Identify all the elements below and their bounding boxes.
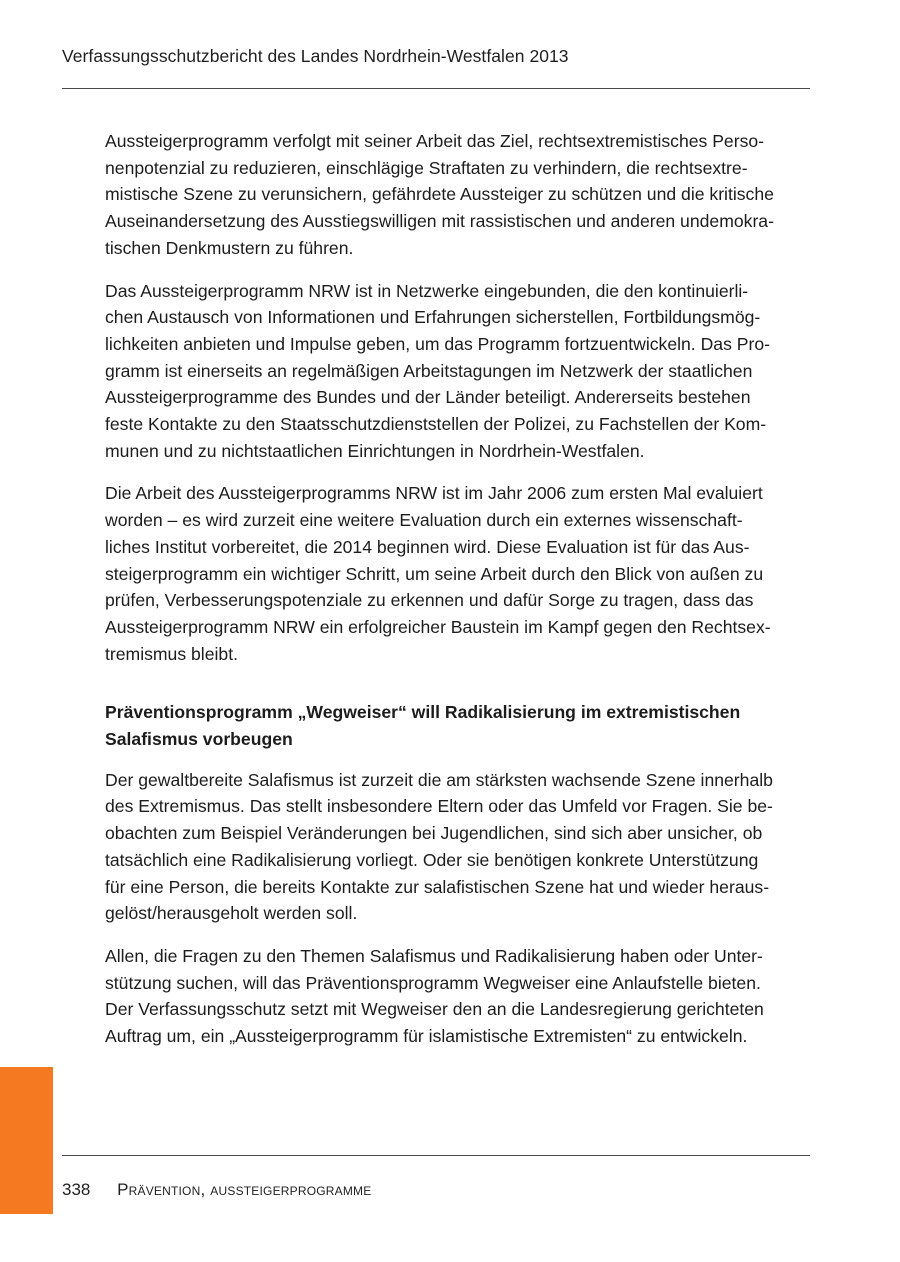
text-line: gramm ist einerseits an regelmäßigen Arbeitstagungen im Netzwerk der staatlichen [105, 360, 753, 381]
text-line: chen Austausch von Informationen und Erfahrungen sicherstellen, Fortbildungsmög- [105, 307, 761, 328]
text-line: obachten zum Beispiel Veränderungen bei Jugendlichen, sind sich aber unsicher, ob [105, 823, 763, 844]
text-line: Aussteigerprogramme des Bundes und der Länder beteiligt. Andererseits bestehen [105, 387, 751, 408]
text-line: tatsächlich eine Radikalisierung vorliegt. Oder sie benötigen konkrete Unterstützung [105, 849, 759, 870]
text-line: Aussteigerprogramm verfolgt mit seiner Arbeit das Ziel, rechtsextremistisches Perso- [105, 131, 765, 151]
text-line: prüfen, Verbesserungspotenziale zu erkennen und dafür Sorge zu tragen, dass das [105, 590, 754, 611]
text-line: des Extremismus. Das stellt insbesondere Eltern oder das Umfeld vor Fragen. Sie be- [105, 796, 773, 817]
text-line: feste Kontakte zu den Staatsschutzdienststellen der Polizei, zu Fachstellen der Kom- [105, 414, 767, 435]
text-line: worden – es wird zurzeit eine weitere Evaluation durch ein externes wissenschaft- [105, 510, 743, 531]
paragraph-5 [105, 943, 811, 1050]
heading-line: Salafismus vorbeugen [105, 729, 293, 750]
page-header-title: Verfassungsschutzbericht des Landes Nordrhein-Westfalen 2013 [62, 46, 569, 66]
paragraph-1 [105, 128, 811, 262]
page-footer [62, 1180, 371, 1200]
text-line: Der gewaltbereite Salafismus ist zurzeit die am stärksten wachsende Szene innerhalb [105, 769, 773, 790]
text-line: stützung suchen, will das Präventionsprogramm Wegweiser eine Anlaufstelle bieten. [105, 972, 761, 993]
body-text [105, 128, 811, 1050]
heading-line: Präventionsprogramm „Wegweiser“ will Radikalisierung im extremistischen [105, 702, 741, 723]
paragraph-4 [105, 767, 811, 927]
text-line: munen und zu nichtstaatlichen Einrichtungen in Nordrhein-Westfalen. [105, 440, 645, 461]
text-line: Auseinandersetzung des Ausstiegswilligen mit rassistischen und anderen undemokra- [105, 211, 774, 232]
text-line: liches Institut vorbereitet, die 2014 beginnen wird. Diese Evaluation ist für das Aus- [105, 536, 750, 557]
header-divider [62, 88, 810, 89]
text-line: Allen, die Fragen zu den Themen Salafismus und Radikalisierung haben oder Unter- [105, 945, 763, 966]
text-line: Auftrag um, ein „Aussteigerprogramm für islamistische Extremisten“ zu entwickeln. [105, 1026, 748, 1047]
text-line: nenpotenzial zu reduzieren, einschlägige Straftaten zu verhindern, die rechtsextre- [105, 157, 748, 178]
text-line: lichkeiten anbieten und Impulse geben, um das Programm fortzuentwickeln. Das Pro- [105, 333, 770, 354]
text-line: tremismus bleibt. [105, 643, 238, 664]
text-line: tischen Denkmustern zu führen. [105, 237, 354, 258]
footer-section-name: Prävention, aussteigerprogramme [117, 1180, 372, 1199]
paragraph-3 [105, 480, 811, 667]
page-number: 338 [62, 1180, 91, 1199]
text-line: Das Aussteigerprogramm NRW ist in Netzwerke eingebunden, die den kontinuierli- [105, 280, 749, 301]
paragraph-2 [105, 278, 811, 465]
footer-divider [62, 1155, 810, 1156]
text-line: Der Verfassungsschutz setzt mit Wegweiser den an die Landesregierung gerichteten [105, 999, 764, 1020]
text-line: für eine Person, die bereits Kontakte zur salafistischen Szene hat und wieder heraus- [105, 876, 770, 897]
text-line: Aussteigerprogramm NRW ein erfolgreicher Baustein im Kampf gegen den Rechtsex- [105, 616, 771, 637]
text-line: Die Arbeit des Aussteigerprogramms NRW ist im Jahr 2006 zum ersten Mal evaluiert [105, 483, 763, 504]
text-line: mistische Szene zu verunsichern, gefährdete Aussteiger zu schützen und die kritische [105, 184, 774, 205]
chapter-accent-bar [0, 1067, 53, 1214]
text-line: steigerprogramm ein wichtiger Schritt, um seine Arbeit durch den Blick von außen zu [105, 563, 764, 584]
section-heading [105, 699, 811, 752]
text-line: gelöst/herausgeholt werden soll. [105, 903, 358, 924]
